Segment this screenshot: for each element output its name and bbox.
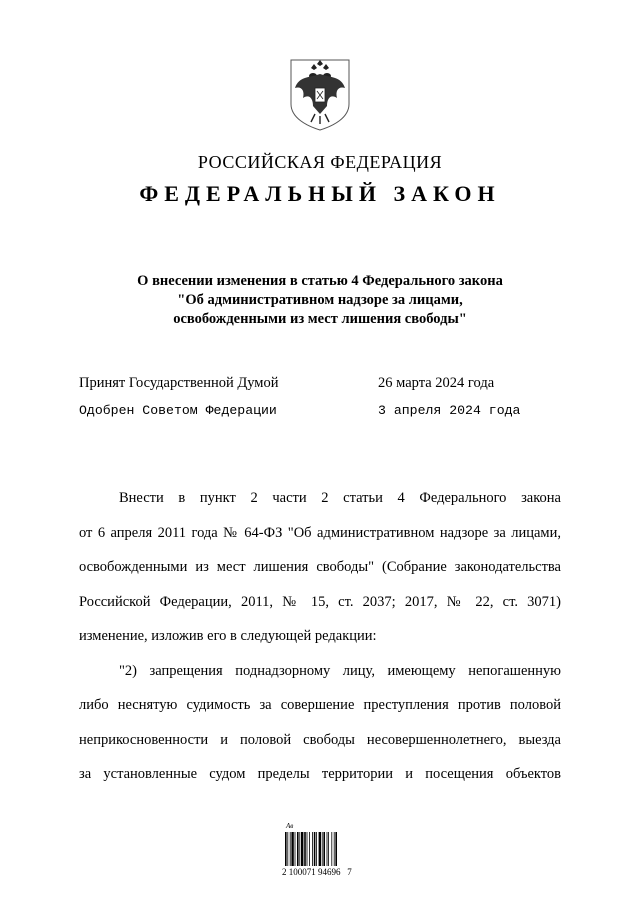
adopted-by-duma-date: 26 марта 2024 года — [378, 375, 495, 391]
body-line: освобожденными из мест лишения свободы" (Собрание законодательства — [79, 559, 561, 575]
law-type-heading: ФЕДЕРАЛЬНЫЙ ЗАКОН — [139, 181, 501, 206]
barcode-mark: Ав — [286, 822, 294, 830]
document-barcode — [282, 822, 362, 880]
body-line: от 6 апреля 2011 года № 64-ФЗ "Об административном надзоре за лицами, — [79, 524, 561, 541]
law-title-line: освобожденными из мест лишения свободы" — [173, 311, 467, 327]
body-line: "2) запрещения поднадзорному лицу, имеющему непогашенную — [119, 662, 561, 679]
law-title-line: "Об административном надзоре за лицами, — [177, 292, 463, 308]
law-title — [60, 272, 580, 329]
body-line: неприкосновенности и половой свободы несовершеннолетнего, выезда — [79, 731, 561, 748]
country-name: РОССИЙСКАЯ ФЕДЕРАЦИЯ — [197, 152, 443, 172]
barcode-number: 2 100071 94696 7 — [282, 867, 352, 877]
approved-by-council-date: 3 апреля 2024 года — [378, 403, 521, 418]
law-body — [79, 481, 561, 792]
adopted-by-duma: Принят Государственной Думой — [79, 375, 279, 391]
body-line: изменение, изложив его в следующей редакции: — [79, 628, 377, 644]
body-line: за установленные судом пределы территории и посещения объектов — [79, 766, 561, 782]
barcode-icon — [285, 832, 355, 866]
body-line: либо неснятую судимость за совершение преступления против половой — [79, 697, 561, 713]
coat-of-arms-icon — [289, 58, 351, 132]
body-line: Российской Федерации, 2011, № 15, ст. 2037; 2017, № 22, ст. 3071) — [79, 593, 561, 610]
body-line: Внести в пункт 2 части 2 статьи 4 Федерального закона — [119, 490, 561, 506]
law-title-line: О внесении изменения в статью 4 Федерального закона — [137, 273, 503, 289]
approved-by-council: Одобрен Советом Федерации — [79, 403, 277, 418]
